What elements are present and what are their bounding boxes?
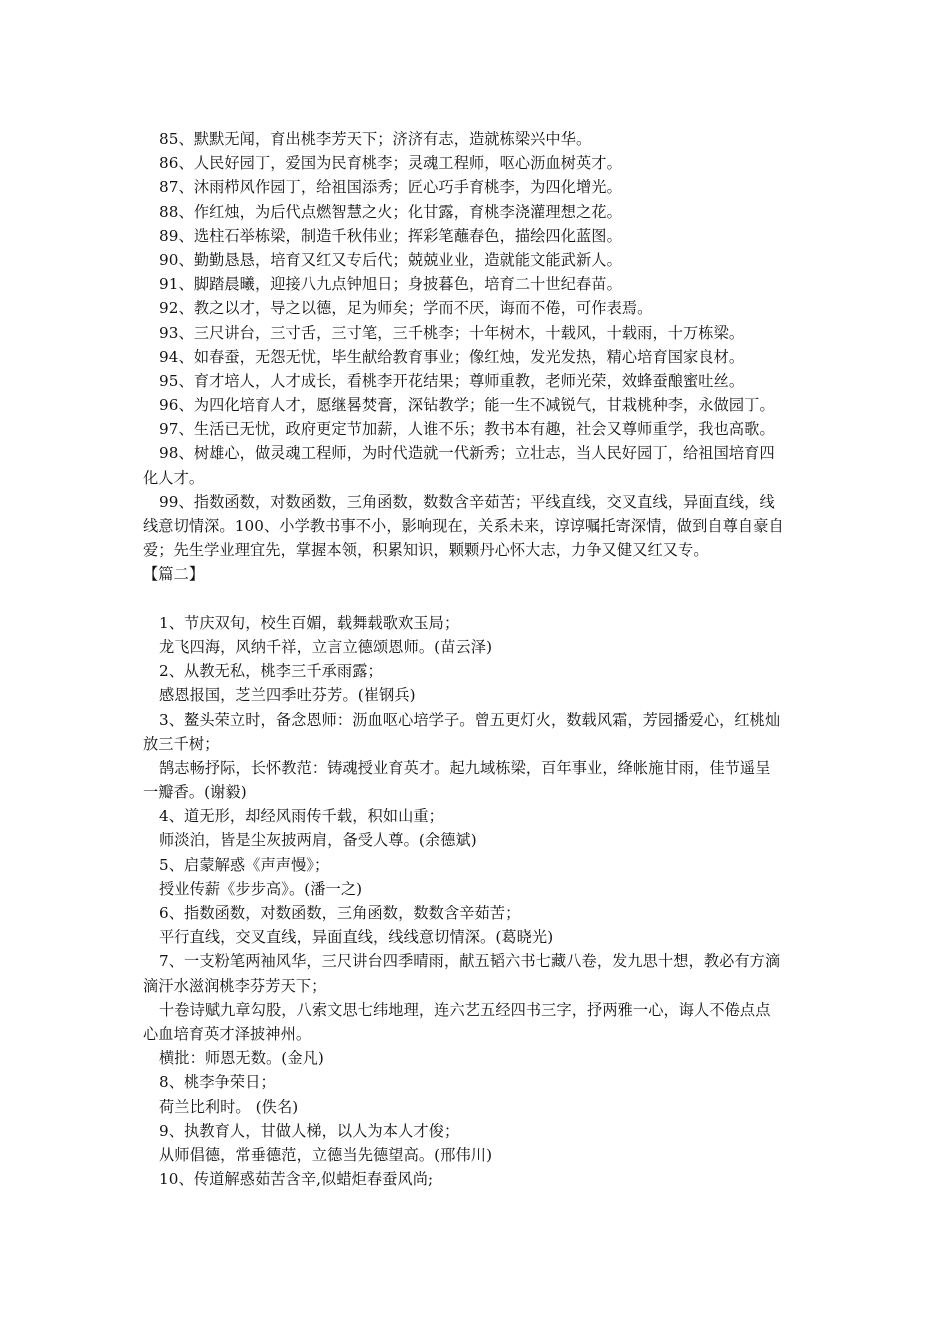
couplet-line-continued: 一瓣香。(谢毅) — [143, 783, 247, 802]
blank-line — [143, 587, 811, 611]
couplet-line: 97、生活已无忧，政府更定节加薪，人谁不乐；教书本有趣，社会又尊师重学，我也高歌。 — [159, 420, 775, 439]
couplet-line: 88、作红烛，为后代点燃智慧之火；化甘露，育桃李浇灌理想之花。 — [159, 202, 622, 221]
couplet-line: 横批：师恩无数。(金凡) — [159, 1049, 324, 1068]
couplet-line: 91、脚踏晨曦，迎接八九点钟旭日；身披暮色，培育二十世纪春苗。 — [159, 275, 622, 294]
couplet-line: 4、道无形，却经风雨传千载，积如山重； — [159, 807, 444, 826]
couplet-line: 98、树雄心，做灵魂工程师，为时代造就一代新秀；立壮志，当人民好园丁，给祖国培育四 — [159, 444, 775, 463]
couplet-line: 1、节庆双旬，校生百媚，载舞载歌欢玉局； — [159, 613, 460, 632]
couplet-line: 十卷诗赋九章勾股，八索文思七纬地理，连六艺五经四书三字，抒两雅一心，诲人不倦点点 — [159, 1000, 771, 1019]
document-page — [143, 127, 811, 1191]
couplet-line: 龙飞四海，风纳千祥，立言立德颂恩师。(苗云泽) — [159, 637, 493, 656]
couplet-line: 86、人民好园丁，爱国为民育桃李；灵魂工程师，呕心沥血树英才。 — [159, 154, 622, 173]
couplet-line: 85、默默无闻，育出桃李芳天下；济济有志，造就栋梁兴中华。 — [159, 130, 592, 148]
couplet-line: 授业传薪《步步高》。(潘一之) — [159, 879, 363, 898]
couplet-line: 94、如春蚕，无怨无忧，毕生献给教育事业；像红烛，发光发热，精心培育国家良材。 — [159, 347, 745, 366]
couplet-line-continued: 放三千树； — [143, 734, 220, 753]
couplet-line: 感恩报国，芝兰四季吐芬芳。(崔钢兵) — [159, 686, 416, 705]
couplet-line: 鹄志畅抒际，长怀教范：铸魂授业育英才。起九域栋梁，百年事业，绛帐施甘雨，佳节遥呈 — [159, 758, 771, 777]
couplet-line-continued: 线意切情深。100、小学教书事不小，影响现在，关系未来，谆谆嘱托寄深情，做到自尊自豪自 — [143, 517, 784, 535]
couplet-line: 5、启蒙解惑《声声慢》； — [159, 855, 330, 874]
couplet-line: 90、勤勤恳恳，培育又红又专后代；兢兢业业，造就能文能武新人。 — [159, 250, 622, 269]
couplet-line: 95、育才培人，人才成长，看桃李开花结果；尊师重教，老师光荣，效蜂蚕酿蜜吐丝。 — [159, 371, 745, 390]
couplet-line: 师淡泊，皆是尘灰披两肩，备受人尊。(余德斌) — [159, 831, 477, 850]
couplet-line-continued: 滴汗水滋润桃李芬芳天下； — [143, 976, 327, 995]
couplet-line: 10、传道解惑茹苦含辛,似蜡炬春蚕风尚; — [159, 1170, 434, 1189]
couplet-line: 荷兰比利时。 (佚名) — [159, 1097, 299, 1116]
couplet-line: 8、桃李争荣日； — [159, 1073, 276, 1092]
couplet-line: 7、一支粉笔两袖风华，三尺讲台四季晴雨，献五韬六书七藏八卷，发九思十想，教必有方滴 — [159, 952, 781, 971]
couplet-line: 96、为四化培育人才，愿继晷焚膏，深钻教学；能一生不减锐气，甘栽桃种李，永做园丁。 — [159, 396, 775, 415]
couplet-line: 87、沐雨栉风作园丁，给祖国添秀；匠心巧手育桃李，为四化增光。 — [159, 178, 622, 197]
couplet-line: 92、教之以才，导之以德，足为师矣；学而不厌，诲而不倦，可作表焉。 — [159, 299, 653, 318]
couplet-line: 6、指数函数，对数函数，三角函数，数数含辛茹苦； — [159, 904, 521, 922]
couplet-line-continued: 爱；先生学业理宜先，掌握本领，积累知识，颗颗丹心怀大志，力争又健又红又专。 — [143, 541, 709, 560]
couplet-line-continued: 化人才。 — [143, 468, 205, 487]
couplet-line: 3、鳌头荣立时，备念恩师：沥血呕心培学子。曾五更灯火，数载风霜，芳园播爱心，红桃灿 — [159, 710, 781, 729]
couplet-line: 93、三尺讲台，三寸舌，三寸笔，三千桃李；十年树木，十载风，十载雨，十万栋梁。 — [159, 323, 745, 342]
couplet-line: 89、选柱石举栋梁，制造千秋伟业；挥彩笔蘸春色，描绘四化蓝图。 — [159, 226, 622, 245]
couplet-line: 2、从教无私，桃李三千承雨露； — [159, 662, 383, 681]
couplet-line: 从师倡德，常垂德范，立德当先德望高。(邢伟川) — [159, 1145, 493, 1164]
section-heading: 【篇二】 — [143, 565, 205, 584]
couplet-line: 平行直线，交叉直线，异面直线，线线意切情深。(葛晓光) — [159, 928, 554, 947]
couplet-line: 99、指数函数，对数函数，三角函数，数数含辛茹苦；平线直线，交叉直线，异面直线，线 — [159, 492, 775, 511]
couplet-line-continued: 心血培育英才泽披神州。 — [143, 1024, 312, 1043]
couplet-line: 9、执教育人，甘做人梯，以人为本人才俊； — [159, 1121, 460, 1140]
